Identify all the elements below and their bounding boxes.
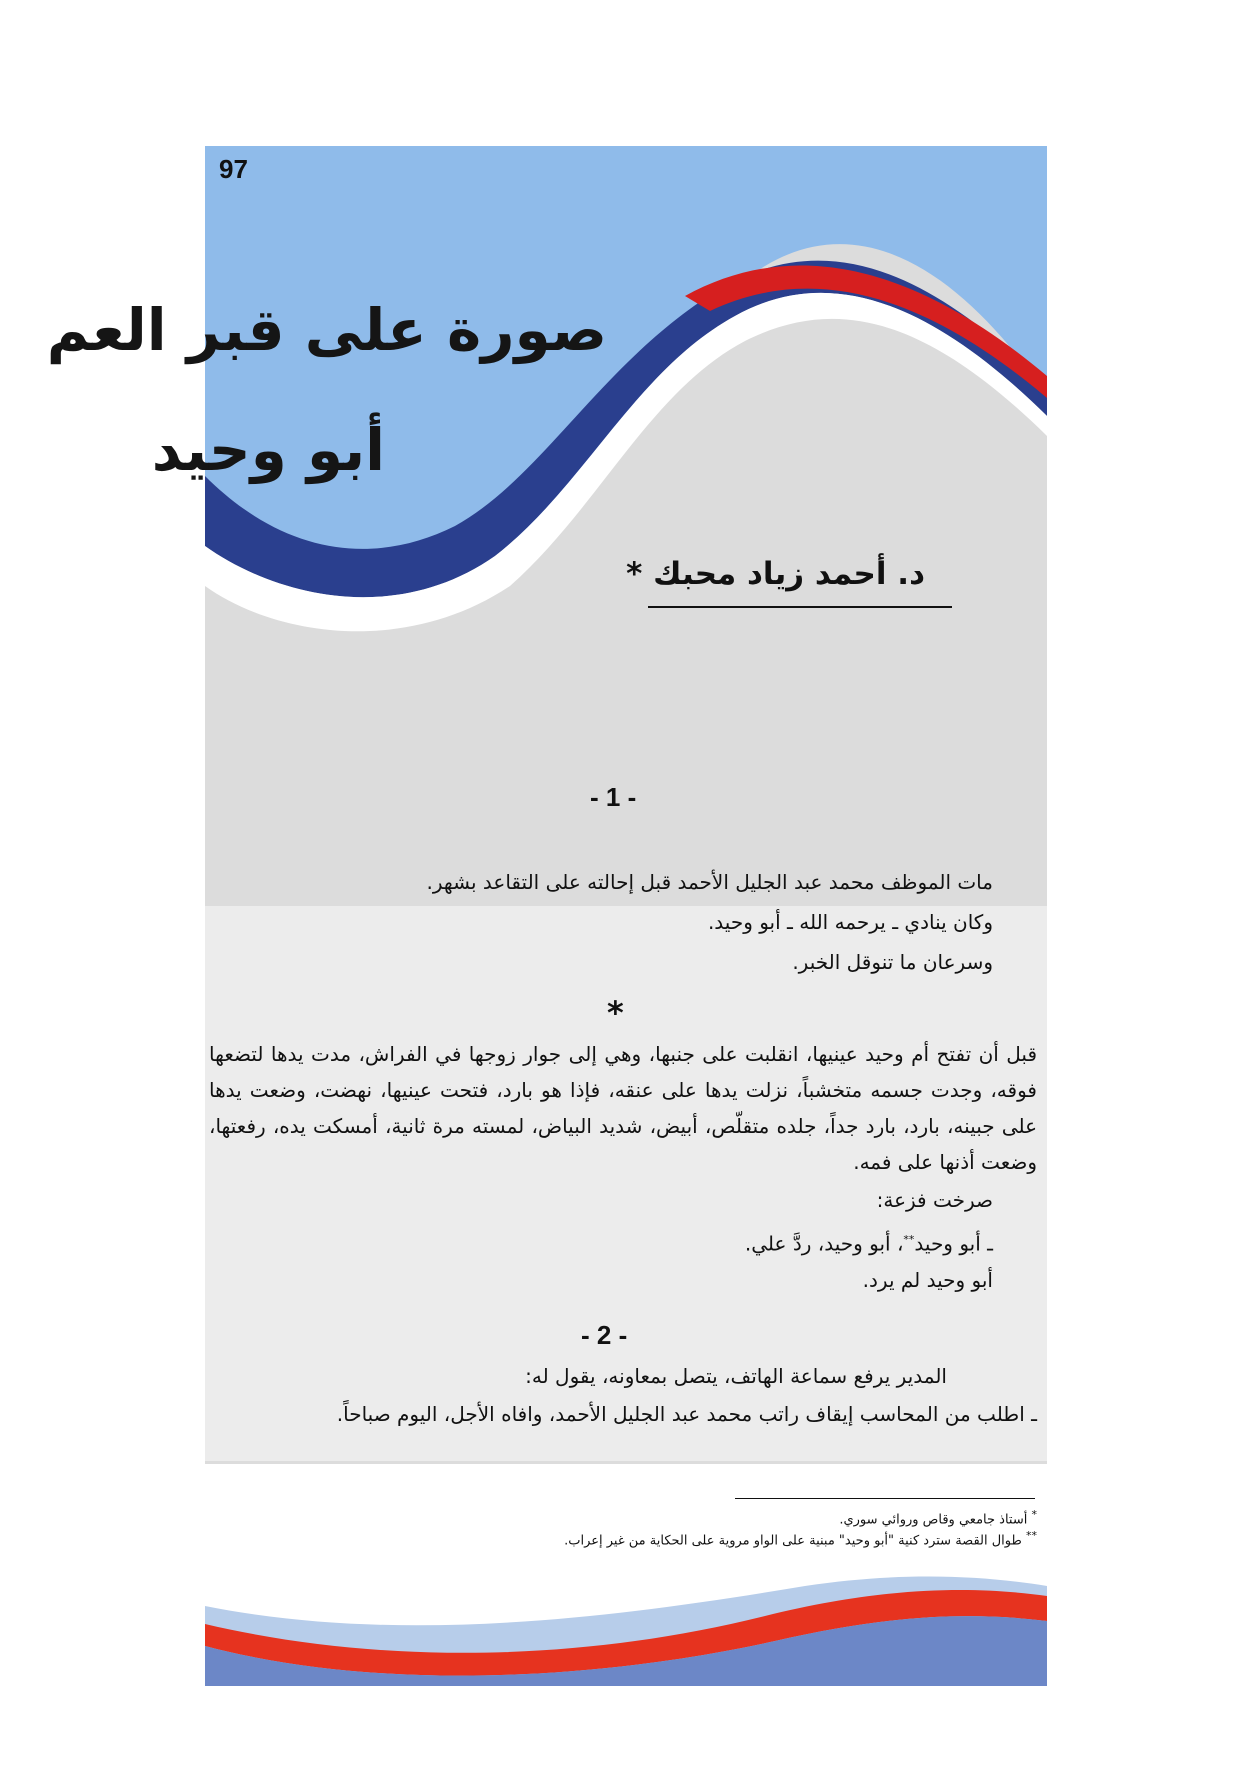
section-number-2: - 2 - bbox=[581, 1320, 628, 1350]
author-name: د. أحمد زياد محبك * bbox=[626, 556, 925, 592]
footnote-marker-2: ** bbox=[903, 1233, 915, 1246]
footnote-2-text: طوال القصة سترد كنية "أبو وحيد" مبنية على الواو مروية على الحكاية من غير إعراب. bbox=[564, 1533, 1022, 1549]
page-card bbox=[46, 146, 1047, 1686]
section1-line-2: وكان ينادي ـ يرحمه الله ـ أبو وحيد. bbox=[707, 910, 993, 934]
section2-speech: ـ اطلب من المحاسب إيقاف راتب محمد عبد الجليل الأحمد، وافاه الأجل، اليوم صباحاً. bbox=[336, 1402, 1037, 1426]
section1-no-reply: أبو وحيد لم يرد. bbox=[862, 1268, 993, 1292]
section-separator: * bbox=[607, 994, 624, 1032]
cry-after: ، أبو وحيد، ردَّ علي. bbox=[744, 1231, 904, 1256]
footnote-2-marker: ** bbox=[1026, 1529, 1037, 1542]
section1-paragraph: قبل أن تفتح أم وحيد عينيها، انقلبت على جنبها، وهي إلى جوار زوجها في الفراش، مدت يدها لتضعها فوقه، وجدت جسمه متخشباً، نزلت يدها على عنقه، فإذا هو بارد، فتحت عينيها، نهضت، وضعت يدها على جبينه، بارد، بارد جداً، جلده متقلّص، أبيض، شديد البياض، لمسته مرة ثانية، أمسكت يده، رفعتها، وضعت أذنها على فمه. bbox=[209, 1042, 1037, 1174]
section1-cry bbox=[745, 1222, 993, 1262]
story-title-line-2: أبو وحيد bbox=[151, 416, 385, 484]
footnote-2 bbox=[564, 1529, 1037, 1548]
footnote-1-marker: * bbox=[1031, 1508, 1037, 1521]
story-title-line-1: صورة على قبر العم bbox=[46, 296, 607, 364]
footnote-1-text: أستاذ جامعي وقاص وروائي سوري. bbox=[839, 1512, 1028, 1528]
author-underline bbox=[648, 606, 952, 608]
section1-line-1: مات الموظف محمد عبد الجليل الأحمد قبل إحالته على التقاعد بشهر. bbox=[426, 870, 993, 894]
footnote-1 bbox=[839, 1508, 1037, 1527]
section1-cry-intro: صرخت فزعة: bbox=[876, 1188, 993, 1212]
section1-line-3: وسرعان ما تنوقل الخبر. bbox=[792, 950, 993, 974]
page-number: 97 bbox=[219, 154, 248, 184]
cry-before: ـ أبو وحيد bbox=[914, 1231, 993, 1256]
section-number-1: - 1 - bbox=[590, 782, 637, 812]
section2-intro: المدير يرفع سماعة الهاتف، يتصل بمعاونه، يقول له: bbox=[525, 1364, 947, 1388]
footnote-rule bbox=[735, 1498, 1035, 1499]
